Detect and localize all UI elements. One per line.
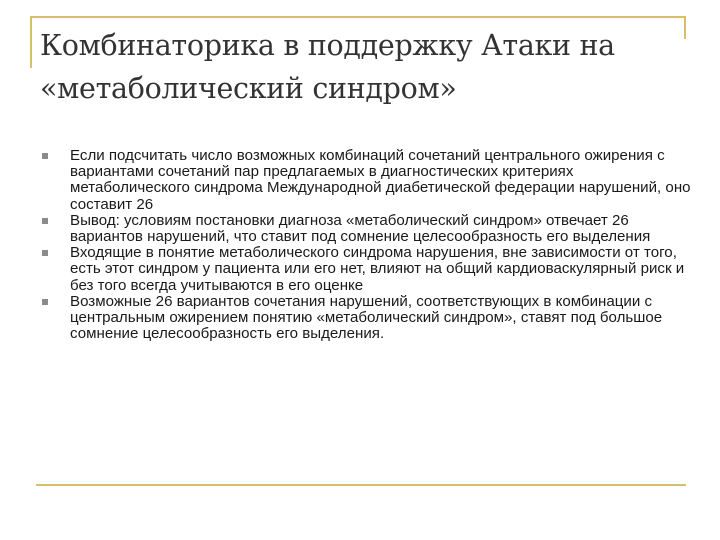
bullet-item-4	[42, 294, 692, 343]
bullet-text-3: Входящие в понятие метаболического синдрома нарушения, вне зависимости от того, есть этот синдром у пациента или его нет, влияют на общий кардиоваскулярный риск и без того всегда учитываются в его оценке	[70, 244, 685, 294]
square-bullet-icon	[42, 153, 48, 159]
bullet-text-2: Вывод: условиям постановки диагноза «метаболический синдром» отвечает 26 вариантов нарушений, что ставит под сомнение целесообразность его выделения	[70, 211, 651, 246]
frame-top-line	[30, 16, 684, 18]
slide-title-line-2: «метаболический синдром»	[40, 72, 457, 105]
frame-left-line	[30, 16, 32, 68]
frame-bottom-line	[36, 484, 686, 486]
slide-title	[40, 24, 670, 110]
square-bullet-icon	[42, 218, 48, 224]
square-bullet-icon	[42, 250, 48, 256]
bullet-list	[42, 148, 692, 342]
bullet-item-1	[42, 148, 692, 213]
slide-title-line-1: Комбинаторика в поддержку Атаки на	[40, 29, 615, 62]
square-bullet-icon	[42, 299, 48, 305]
bullet-item-3	[42, 245, 692, 294]
bullet-text-4: Возможные 26 вариантов сочетания нарушений, соответствующих в комбинации с центральным ожирением понятию «метаболический синдром», ставят под большое сомнение целесообразность его выделения.	[70, 292, 663, 343]
bullet-item-2	[42, 213, 692, 245]
frame-right-line	[684, 16, 686, 39]
bullet-text-1: Если подсчитать число возможных комбинаций сочетаний центрального ожирения с вариантами сочетаний пар предлагаемых в диагностических критериях метаболического синдрома Международной диабетической федерации нарушений, оно составит 26	[70, 147, 691, 213]
